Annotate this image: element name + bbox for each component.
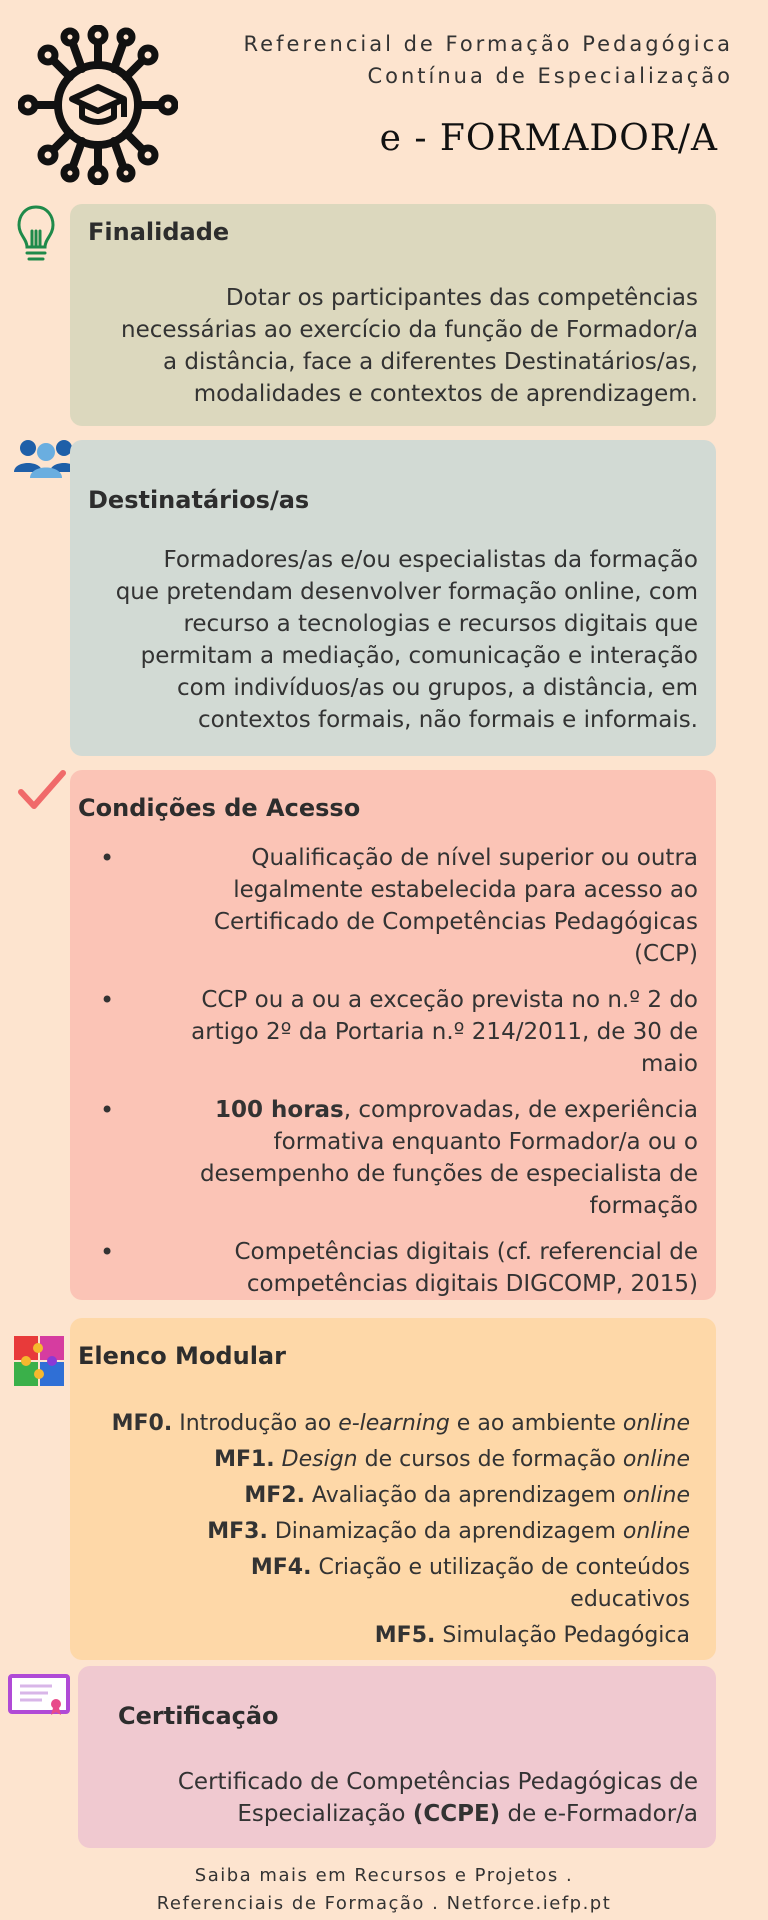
header	[0, 0, 768, 190]
graduation-network-icon	[18, 25, 178, 185]
condicao-line: Competências digitais (cf. referencial de	[234, 1239, 698, 1265]
condicao-line: Certificado de Competências Pedagógicas	[213, 909, 698, 935]
list-item: • CCP ou a ou a exceção prevista no n.º 2 do artigo 2º da Portaria n.º 214/2011, de 30 de maio	[100, 984, 698, 1080]
reference-title-line1: Referencial de Formação Pedagógica	[243, 32, 733, 56]
certificacao-line1: Certificado de Competências Pedagógicas de	[177, 1769, 698, 1795]
destinatarios-line: que pretendam desenvolver formação online, com	[115, 579, 698, 605]
destinatarios-line: contextos formais, não formais e informais.	[197, 707, 698, 733]
certificacao-text	[178, 1766, 698, 1830]
puzzle-icon	[12, 1334, 66, 1390]
condicao-line: artigo 2º da Portaria n.º 214/2011, de 30 de maio	[191, 1019, 698, 1077]
destinatarios-line: permitam a mediação, comunicação e interação	[140, 643, 698, 669]
list-item: • 100 horas, comprovadas, de experiência formativa enquanto Formador/a ou o desempenho de funções de especialista de formação	[100, 1094, 698, 1222]
modules-list	[70, 1408, 690, 1656]
list-item: MF0. Introdução ao e-learning e ao ambiente online	[111, 1411, 690, 1436]
condicoes-title: Condições de Acesso	[78, 794, 361, 822]
condicao-line: CCP ou a ou a exceção prevista no n.º 2 do	[201, 987, 698, 1013]
destinatarios-line: Formadores/as e/ou especialistas da formação	[163, 547, 698, 573]
condicoes-list	[100, 842, 698, 1300]
certificacao-line2: Especialização (CCPE) de e-Formador/a	[237, 1801, 698, 1827]
finalidade-line: modalidades e contextos de aprendizagem.	[193, 381, 698, 407]
condicao-line: formativa enquanto Formador/a ou o	[273, 1129, 698, 1155]
footer-line2: Referenciais de Formação . Netforce.iefp.pt	[156, 1893, 612, 1914]
list-item: MF2. Avaliação da aprendizagem online	[244, 1483, 690, 1508]
condicao-text: , comprovadas, de experiência	[343, 1097, 698, 1123]
finalidade-text	[121, 282, 698, 410]
footer-line1: Saiba mais em Recursos e Projetos .	[194, 1865, 574, 1886]
condicao-line: formação	[589, 1193, 698, 1219]
condicao-bold: 100 horas	[215, 1097, 344, 1123]
finalidade-card	[70, 204, 716, 426]
condicao-line: (CCP)	[634, 941, 698, 967]
condicao-line: desempenho de funções de especialista de	[199, 1161, 698, 1187]
list-item: MF3. Dinamização da aprendizagem online	[207, 1519, 690, 1544]
destinatarios-text	[116, 544, 698, 736]
finalidade-title: Finalidade	[88, 218, 230, 246]
reference-title-line2: Contínua de Especialização	[367, 64, 733, 88]
page-title: e - FORMADOR/A	[379, 118, 718, 159]
condicao-line: legalmente estabelecida para acesso ao	[233, 877, 698, 903]
destinatarios-line: recurso a tecnologias e recursos digitais que	[183, 611, 698, 637]
list-item: MF1. Design de cursos de formação online	[214, 1447, 690, 1472]
certificacao-title: Certificação	[118, 1702, 279, 1730]
destinatarios-title: Destinatários/as	[88, 486, 310, 514]
destinatarios-card	[70, 440, 716, 756]
finalidade-line: necessárias ao exercício da função de Formador/a	[121, 317, 698, 343]
elenco-card	[70, 1318, 716, 1660]
condicao-line	[140, 1094, 698, 1126]
lightbulb-icon	[16, 203, 56, 263]
list-item: • Competências digitais (cf. referencial de competências digitais DIGCOMP, 2015)	[100, 1236, 698, 1300]
certificate-icon	[8, 1674, 70, 1716]
checkmark-icon	[18, 770, 66, 810]
finalidade-line: a distância, face a diferentes Destinatários/as,	[163, 349, 698, 375]
reference-title	[244, 28, 733, 92]
list-item: MF5. Simulação Pedagógica	[374, 1623, 690, 1648]
footer	[0, 1862, 768, 1918]
destinatarios-line: com indivíduos/as ou grupos, a distância, em	[176, 675, 698, 701]
people-icon	[14, 436, 78, 478]
list-item: • Qualificação de nível superior ou outra legalmente estabelecida para acesso ao Certificado de Competências Pedagógicas (CCP)	[100, 842, 698, 970]
finalidade-line: Dotar os participantes das competências	[225, 285, 698, 311]
list-item: MF4. Criação e utilização de conteúdos educativos	[250, 1555, 690, 1612]
condicao-line: competências digitais DIGCOMP, 2015)	[246, 1271, 698, 1297]
condicao-line: Qualificação de nível superior ou outra	[251, 845, 698, 871]
condicoes-card	[70, 770, 716, 1300]
elenco-title: Elenco Modular	[78, 1342, 286, 1370]
certificacao-card	[78, 1666, 716, 1848]
